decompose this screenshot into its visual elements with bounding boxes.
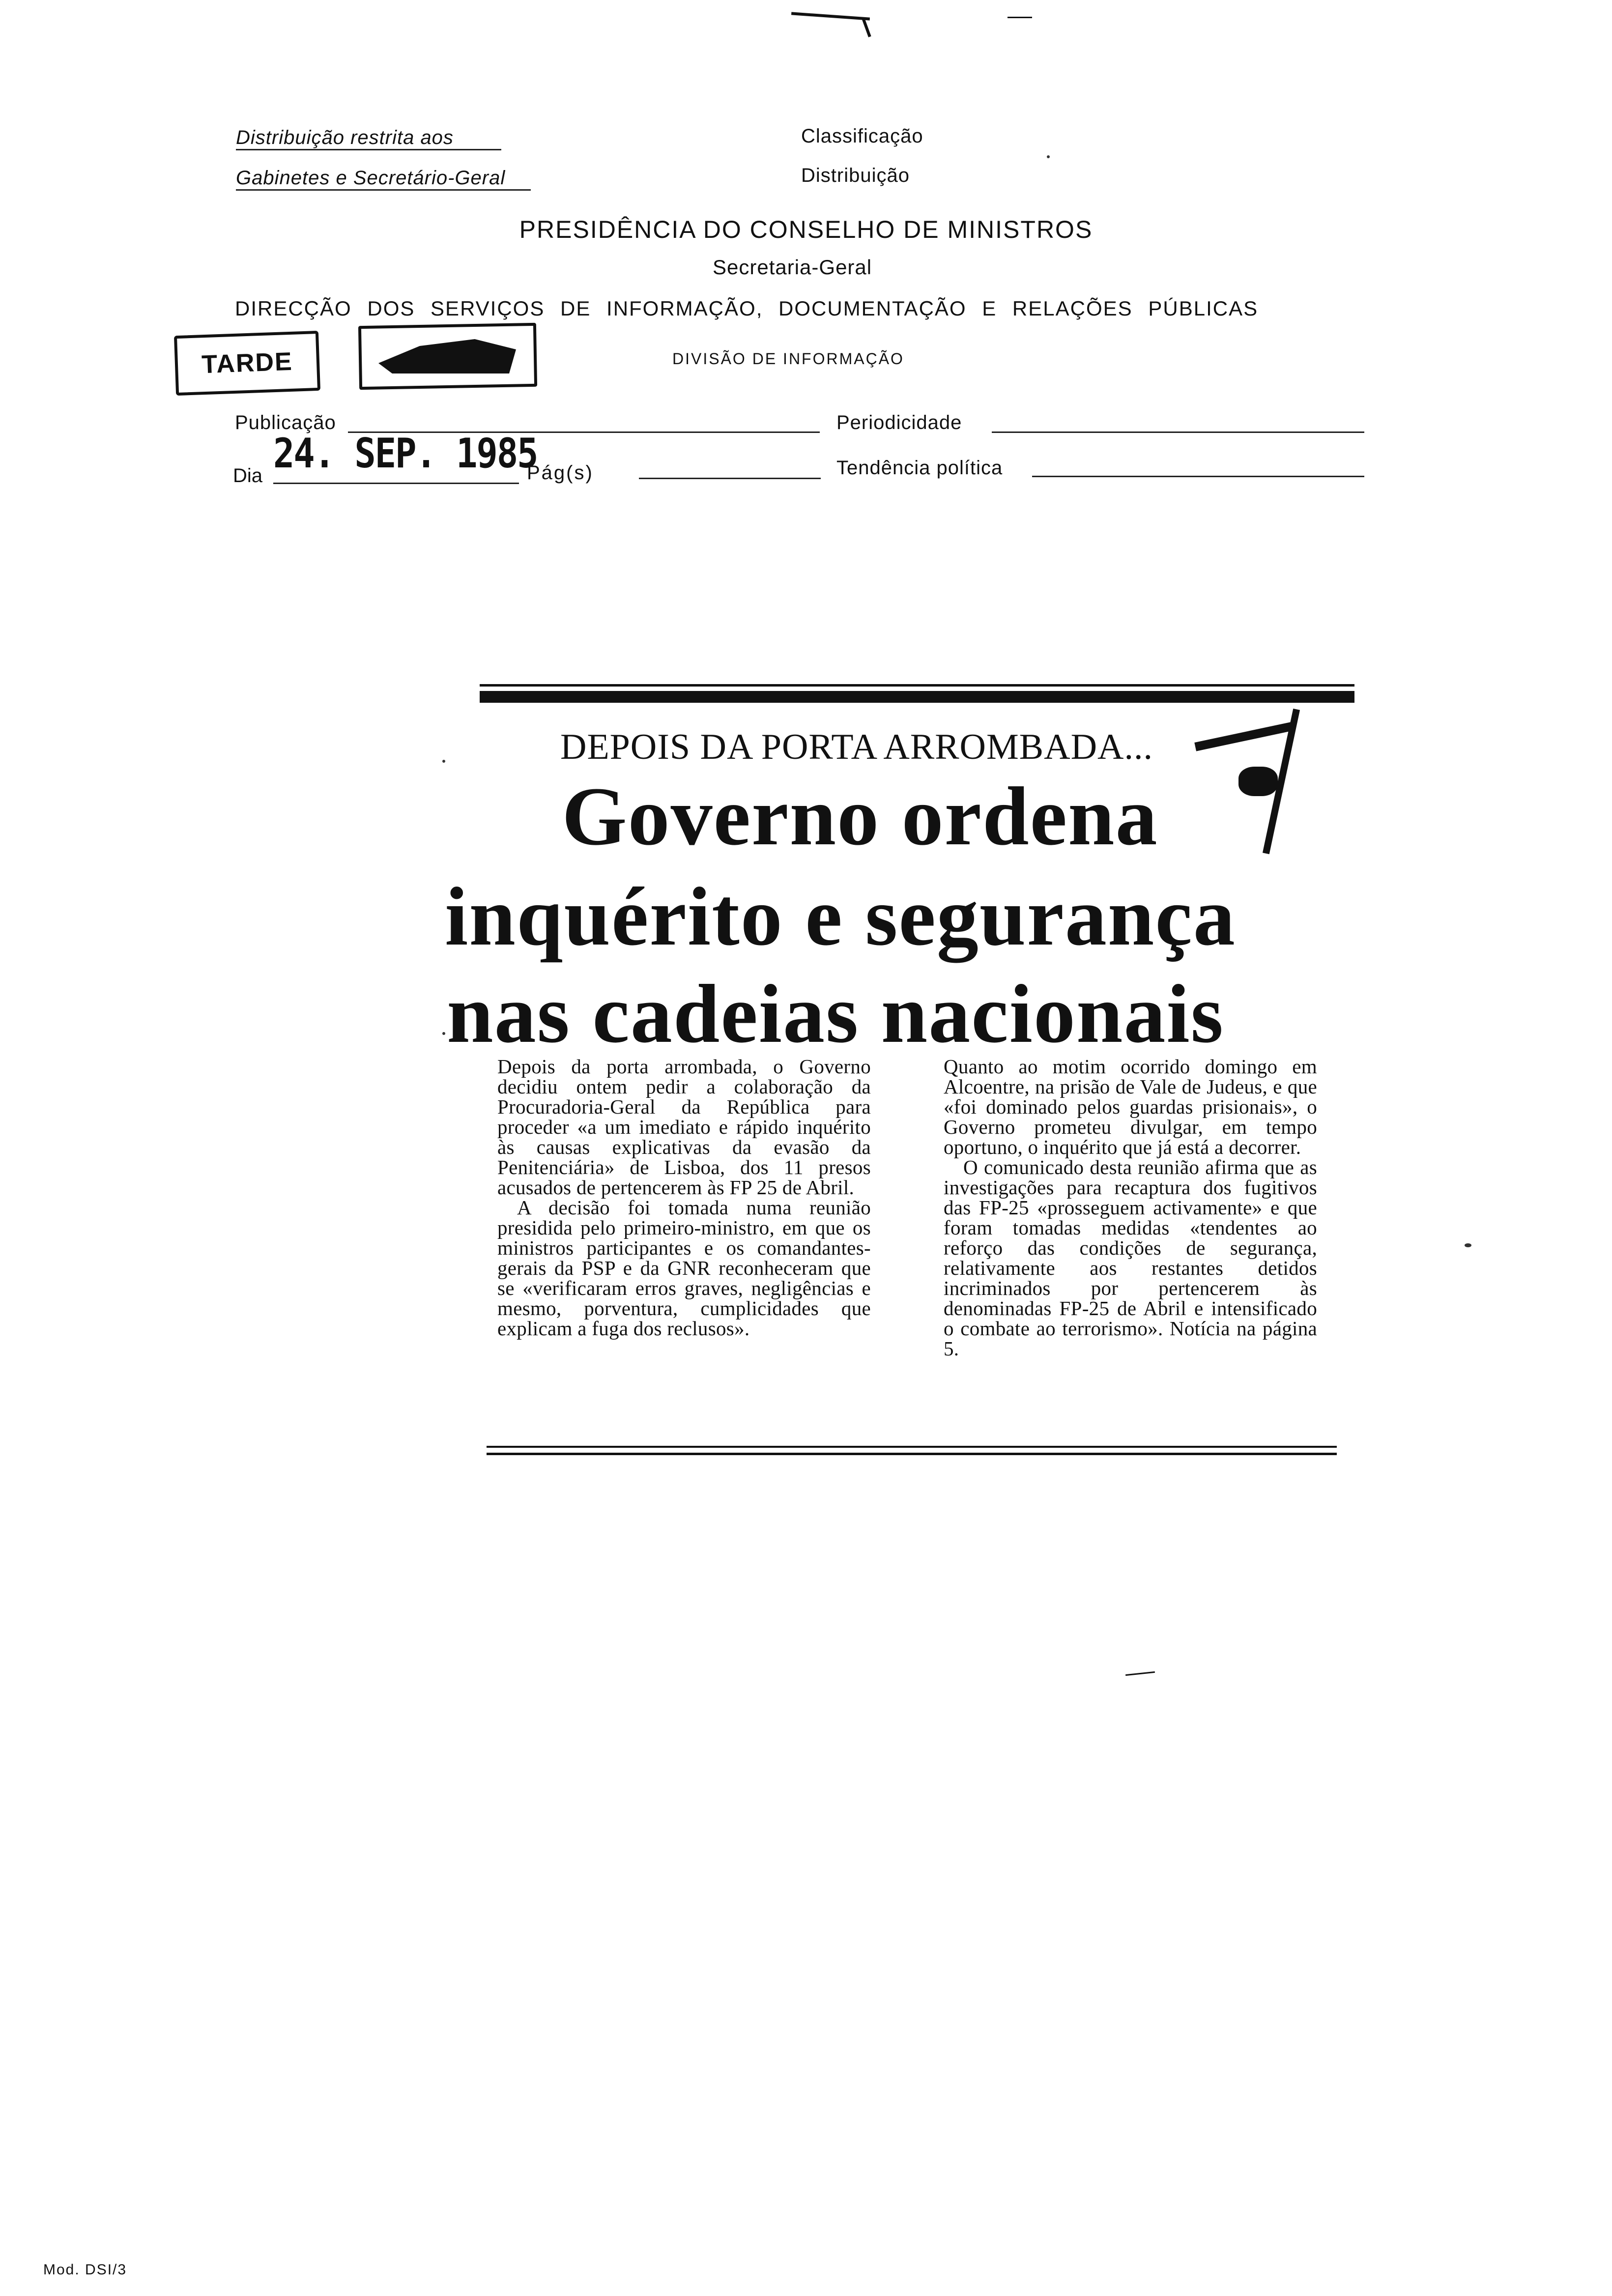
- institution-title: PRESIDÊNCIA DO CONSELHO DE MINISTROS: [519, 216, 1093, 243]
- political-tendency-field-line: [1032, 476, 1364, 477]
- article-column-right: [944, 1057, 1317, 1359]
- article-paragraph: Depois da porta arrombada, o Governo decidiu ontem pedir a colaboração da Procuradoria-Geral da República para proceder «a um imediato e rápido inquérito às causas explicativas da evasão da Penitenciária» de Lisboa, dos 11 presos acusados de pertencerem às FP 25 de Abril.: [497, 1055, 871, 1199]
- clipping-bottom-rule-2: [487, 1453, 1337, 1455]
- scan-speck: [442, 760, 445, 763]
- form-code: Mod. DSI/3: [43, 2262, 127, 2278]
- pages-field-line: [639, 478, 821, 479]
- division-label: DIVISÃO DE INFORMAÇÃO: [672, 350, 904, 368]
- date-stamp: 24. SEP. 1985: [273, 429, 538, 477]
- day-field-line: [273, 483, 519, 484]
- article-paragraph: O comunicado desta reunião afirma que as investigações para recaptura dos fugitivos das FP-25 «prosseguem activamente» e que foram tomadas medidas «tendentes ao reforço das condições de segurança, relativamente aos restantes detidos incriminados por pertencerem às denominadas FP-25 de Abril e intensificado o combate ao terrorismo». Notícia na página 5.: [944, 1156, 1317, 1360]
- top-scribble-mark: [791, 12, 870, 20]
- top-dash-mark: [1008, 17, 1032, 18]
- headline-line3: nas cadeias nacionais: [447, 968, 1224, 1060]
- article-kicker: DEPOIS DA PORTA ARROMBADA...: [560, 727, 1153, 767]
- pages-label: Pág(s): [527, 462, 594, 484]
- top-scribble-mark: [862, 18, 871, 37]
- stray-line-mark: [1125, 1671, 1155, 1676]
- clipping-top-rule-thin: [480, 684, 1354, 687]
- day-label: Dia: [233, 465, 263, 487]
- handwritten-annotation: [1194, 722, 1292, 751]
- directorate-label: DIRECÇÃO DOS SERVIÇOS DE INFORMAÇÃO, DOCUMENTAÇÃO E RELAÇÕES PÚBLICAS: [235, 297, 1259, 320]
- restricted-distribution-line2: Gabinetes e Secretário-Geral: [236, 167, 531, 191]
- article-column-left: [497, 1057, 871, 1339]
- clipping-bottom-rule-1: [487, 1446, 1337, 1448]
- scan-speck: [1465, 1243, 1471, 1247]
- distribution-label: Distribuição: [801, 165, 910, 186]
- article-paragraph: A decisão foi tomada numa reunião presidida pelo primeiro-ministro, em que os ministros participantes e os comandantes-gerais da PSP e da GNR reconheceram que se «verificaram erros graves, negligências e mesmo, porventura, cumplicidades que explicam a fuga dos reclusos».: [497, 1196, 871, 1340]
- tarde-stamp: TARDE: [174, 331, 320, 396]
- political-tendency-label: Tendência política: [836, 457, 1003, 479]
- secretariat-label: Secretaria-Geral: [713, 256, 872, 279]
- publication-label: Publicação: [235, 412, 336, 433]
- scan-speck: [1047, 155, 1050, 158]
- clipping-top-rule-thick: [480, 691, 1354, 703]
- article-paragraph: Quanto ao motim ocorrido domingo em Alcoentre, na prisão de Vale de Judeus, e que «foi dominado pelos guardas prisionais», o Governo prometeu divulgar, em tempo oportuno, o inquérito que já está a decorrer.: [944, 1055, 1317, 1158]
- periodicity-label: Periodicidade: [836, 412, 962, 433]
- periodicity-field-line: [992, 431, 1364, 433]
- restricted-distribution-line1: Distribuição restrita aos: [236, 127, 501, 150]
- headline-line1: Governo ordena: [562, 770, 1158, 862]
- headline-line2: inquérito e segurança: [445, 870, 1236, 963]
- classification-label: Classificação: [801, 125, 923, 147]
